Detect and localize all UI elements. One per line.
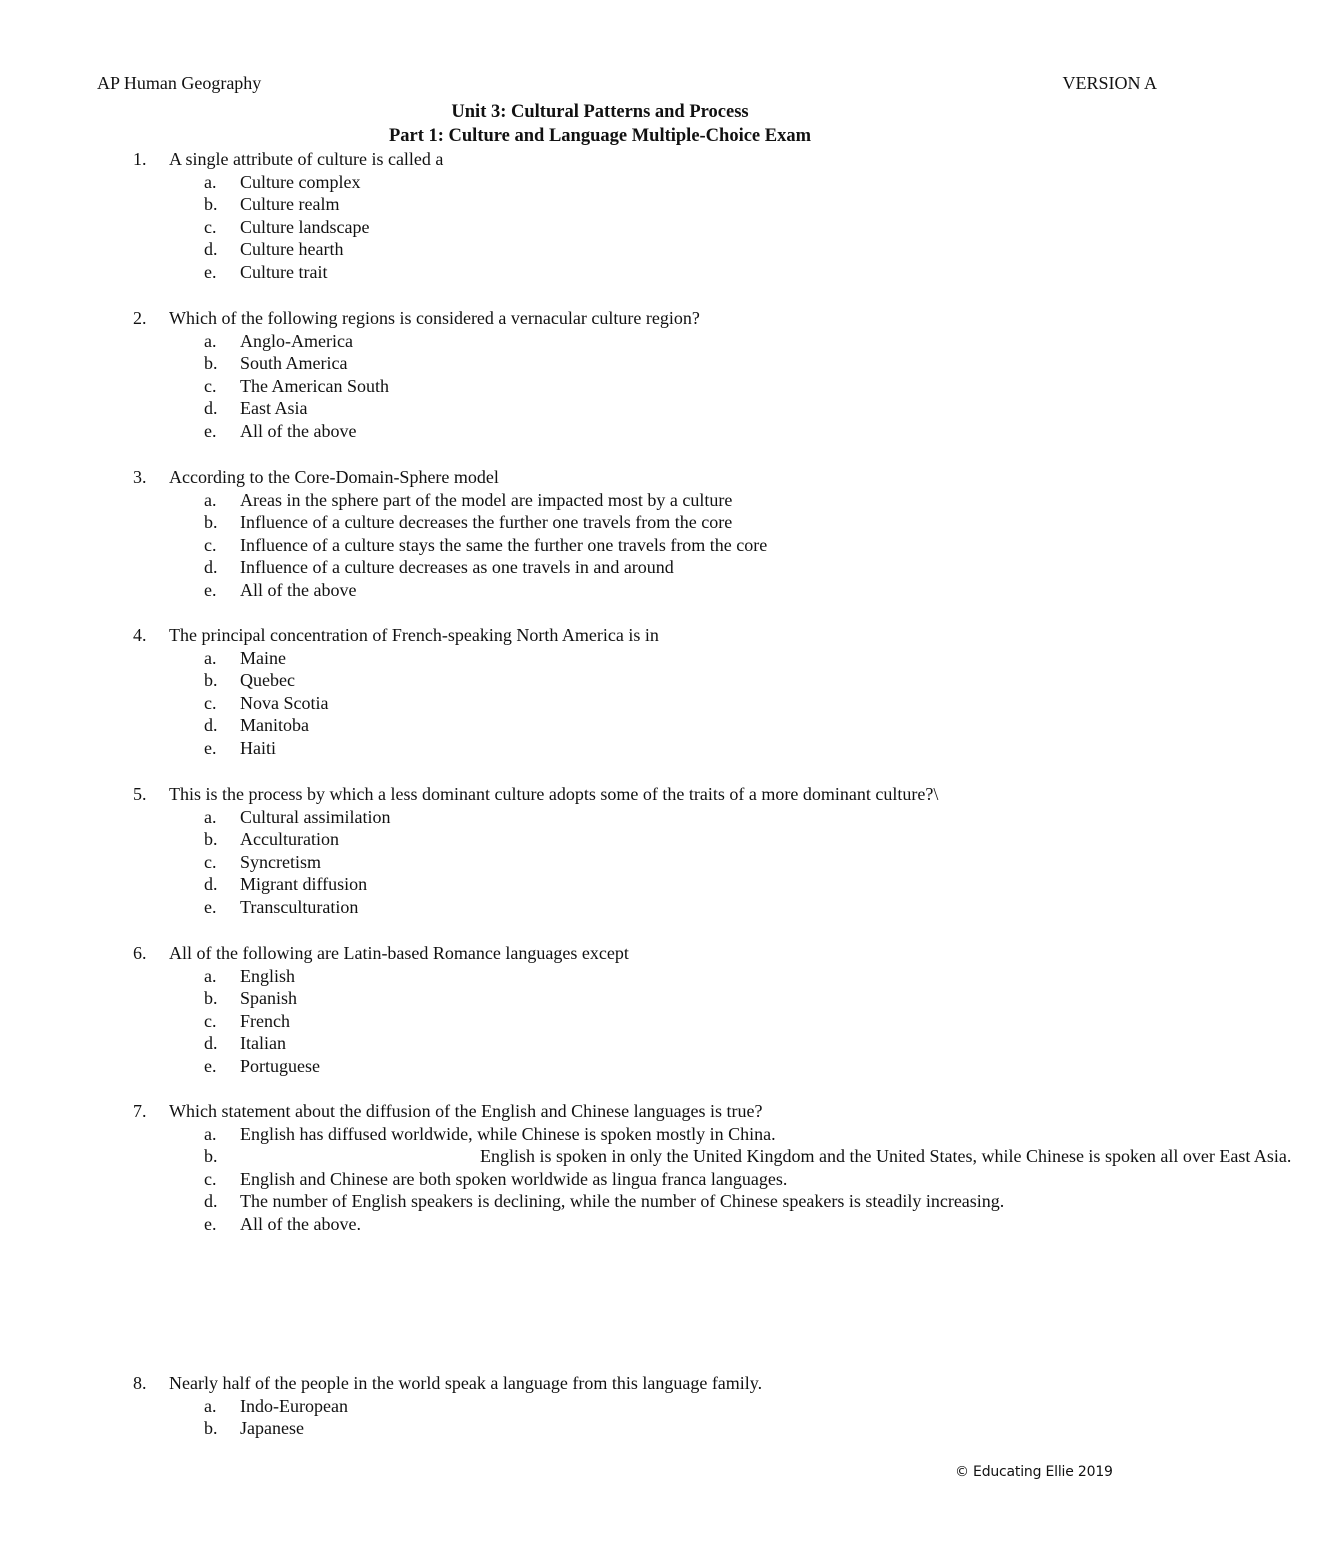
option-text: Influence of a culture stays the same the further one travels from the core — [240, 534, 768, 555]
exam-title — [0, 100, 1200, 149]
option-letter: d. — [204, 239, 218, 260]
question-6 — [0, 942, 1200, 1078]
part-title: Part 1: Culture and Language Multiple-Choice Exam — [388, 126, 812, 146]
option-a — [0, 806, 1200, 829]
question-number: 1. — [133, 149, 147, 169]
option-b — [0, 511, 1200, 534]
option-a — [0, 330, 1200, 353]
option-d — [0, 397, 1200, 420]
option-text: Italian — [240, 1033, 286, 1054]
question-text: A single attribute of culture is called a — [169, 149, 444, 169]
option-letter: a. — [204, 489, 217, 510]
option-letter: e. — [204, 1213, 217, 1234]
option-text: Maine — [240, 647, 286, 668]
option-letter: d. — [204, 874, 218, 895]
option-b — [0, 828, 1200, 851]
question-number: 7. — [133, 1101, 147, 1121]
option-letter: c. — [204, 851, 217, 872]
option-letter: a. — [204, 647, 217, 668]
option-letter: e. — [204, 896, 217, 917]
option-d — [0, 1190, 1200, 1213]
option-text: Areas in the sphere part of the model are impacted most by a culture — [240, 489, 733, 510]
option-letter: c. — [204, 692, 217, 713]
option-d — [0, 714, 1200, 737]
option-a — [0, 1395, 1200, 1418]
option-text: Cultural assimilation — [240, 806, 391, 827]
option-e — [0, 579, 1200, 602]
option-letter: e. — [204, 737, 217, 758]
option-letter: a. — [204, 330, 217, 351]
question-1 — [0, 148, 1200, 284]
question-number: 4. — [133, 625, 147, 645]
question-2 — [0, 307, 1200, 443]
option-text: Culture complex — [240, 171, 361, 192]
question-number: 2. — [133, 308, 147, 328]
option-e — [0, 420, 1200, 443]
option-c — [0, 851, 1200, 874]
option-c — [0, 216, 1200, 239]
option-letter: b. — [204, 1146, 218, 1167]
option-d — [0, 1032, 1200, 1055]
option-e — [0, 1055, 1200, 1078]
option-text: Quebec — [240, 670, 295, 691]
option-letter: e. — [204, 420, 217, 441]
option-letter: a. — [204, 965, 217, 986]
option-letter: a. — [204, 1395, 217, 1416]
option-text: Haiti — [240, 737, 276, 758]
option-letter: e. — [204, 579, 217, 600]
option-letter: b. — [204, 512, 218, 533]
question-text: All of the following are Latin-based Romance languages except — [169, 943, 629, 963]
option-b — [0, 987, 1200, 1010]
version-label: VERSION A — [1062, 73, 1157, 93]
option-text: Nova Scotia — [240, 692, 329, 713]
question-number: 5. — [133, 784, 147, 804]
option-e — [0, 896, 1200, 919]
option-text: Portuguese — [240, 1055, 320, 1076]
option-letter: b. — [204, 353, 218, 374]
option-letter: a. — [204, 1123, 217, 1144]
option-e — [0, 261, 1200, 284]
question-number: 8. — [133, 1373, 147, 1393]
option-text: Influence of a culture decreases the further one travels from the core — [240, 512, 733, 533]
option-b — [0, 1417, 1200, 1440]
option-text: English — [240, 965, 296, 986]
option-text: Japanese — [240, 1418, 304, 1439]
option-letter: e. — [204, 261, 217, 282]
option-letter: a. — [204, 806, 217, 827]
option-e — [0, 1213, 1200, 1236]
option-text: English and Chinese are both spoken worldwide as lingua franca languages. — [240, 1168, 788, 1189]
option-text: All of the above. — [240, 1213, 361, 1234]
question-text: The principal concentration of French-speaking North America is in — [169, 625, 659, 645]
question-number: 3. — [133, 467, 147, 487]
option-c — [0, 375, 1200, 398]
option-letter: d. — [204, 1191, 218, 1212]
option-text: Indo-European — [240, 1395, 348, 1416]
option-a — [0, 647, 1200, 670]
question-8 — [0, 1372, 1200, 1440]
question-4 — [0, 624, 1200, 760]
option-text: All of the above — [240, 420, 357, 441]
question-text: Nearly half of the people in the world speak a language from this language family. — [169, 1373, 763, 1393]
option-letter: e. — [204, 1055, 217, 1076]
option-text: The number of English speakers is declining, while the number of Chinese speakers is steadily increasing. — [240, 1191, 1005, 1212]
option-d — [0, 238, 1200, 261]
question-5 — [0, 783, 1200, 919]
option-text: English is spoken in only the United Kingdom and the United States, while Chinese is spoken all over East Asia. — [480, 1146, 1292, 1167]
option-text: East Asia — [240, 398, 308, 419]
option-text: English has diffused worldwide, while Chinese is spoken mostly in China. — [240, 1123, 776, 1144]
option-text: Culture landscape — [240, 216, 370, 237]
option-c — [0, 1010, 1200, 1033]
option-text: French — [240, 1010, 290, 1031]
option-letter: b. — [204, 670, 218, 691]
option-a — [0, 1123, 1200, 1146]
option-text: Influence of a culture decreases as one travels in and around — [240, 557, 674, 578]
option-text: Transculturation — [240, 896, 359, 917]
option-letter: c. — [204, 534, 217, 555]
course-name: AP Human Geography — [97, 73, 262, 93]
option-c — [0, 1168, 1200, 1191]
option-a — [0, 171, 1200, 194]
option-text: Anglo-America — [240, 330, 353, 351]
option-letter: c. — [204, 375, 217, 396]
option-text: The American South — [240, 375, 389, 396]
option-letter: b. — [204, 829, 218, 850]
option-a — [0, 489, 1200, 512]
option-text: All of the above — [240, 579, 357, 600]
option-d — [0, 873, 1200, 896]
option-c — [0, 534, 1200, 557]
question-text: According to the Core-Domain-Sphere model — [169, 467, 499, 487]
option-letter: d. — [204, 715, 218, 736]
option-letter: d. — [204, 1033, 218, 1054]
option-c — [0, 692, 1200, 715]
option-text: Spanish — [240, 988, 298, 1009]
option-text: Culture hearth — [240, 239, 344, 260]
option-letter: b. — [204, 988, 218, 1009]
option-letter: b. — [204, 194, 218, 215]
option-letter: c. — [204, 1010, 217, 1031]
option-letter: c. — [204, 1168, 217, 1189]
option-text: Culture realm — [240, 194, 340, 215]
option-letter: d. — [204, 398, 218, 419]
option-b — [0, 193, 1200, 216]
question-text: Which statement about the diffusion of the English and Chinese languages is true? — [169, 1101, 763, 1121]
question-number: 6. — [133, 943, 147, 963]
question-7 — [0, 1100, 1292, 1236]
option-d — [0, 556, 1200, 579]
option-text: Acculturation — [240, 829, 339, 850]
option-e — [0, 737, 1200, 760]
copyright-footer: © Educating Ellie 2019 — [955, 1464, 1113, 1480]
option-b — [0, 352, 1200, 375]
option-a — [0, 965, 1200, 988]
option-letter: d. — [204, 557, 218, 578]
option-text: South America — [240, 353, 348, 374]
question-text: This is the process by which a less dominant culture adopts some of the traits of a more dominant culture?\ — [169, 784, 939, 804]
question-3 — [0, 466, 1200, 602]
option-text: Manitoba — [240, 715, 309, 736]
option-letter: a. — [204, 171, 217, 192]
option-b — [0, 1145, 1292, 1168]
option-text: Syncretism — [240, 851, 321, 872]
option-b — [0, 669, 1200, 692]
option-text: Migrant diffusion — [240, 874, 368, 895]
option-letter: b. — [204, 1418, 218, 1439]
option-text: Culture trait — [240, 261, 328, 282]
unit-title: Unit 3: Cultural Patterns and Process — [451, 102, 749, 122]
question-text: Which of the following regions is considered a vernacular culture region? — [169, 308, 700, 328]
option-letter: c. — [204, 216, 217, 237]
